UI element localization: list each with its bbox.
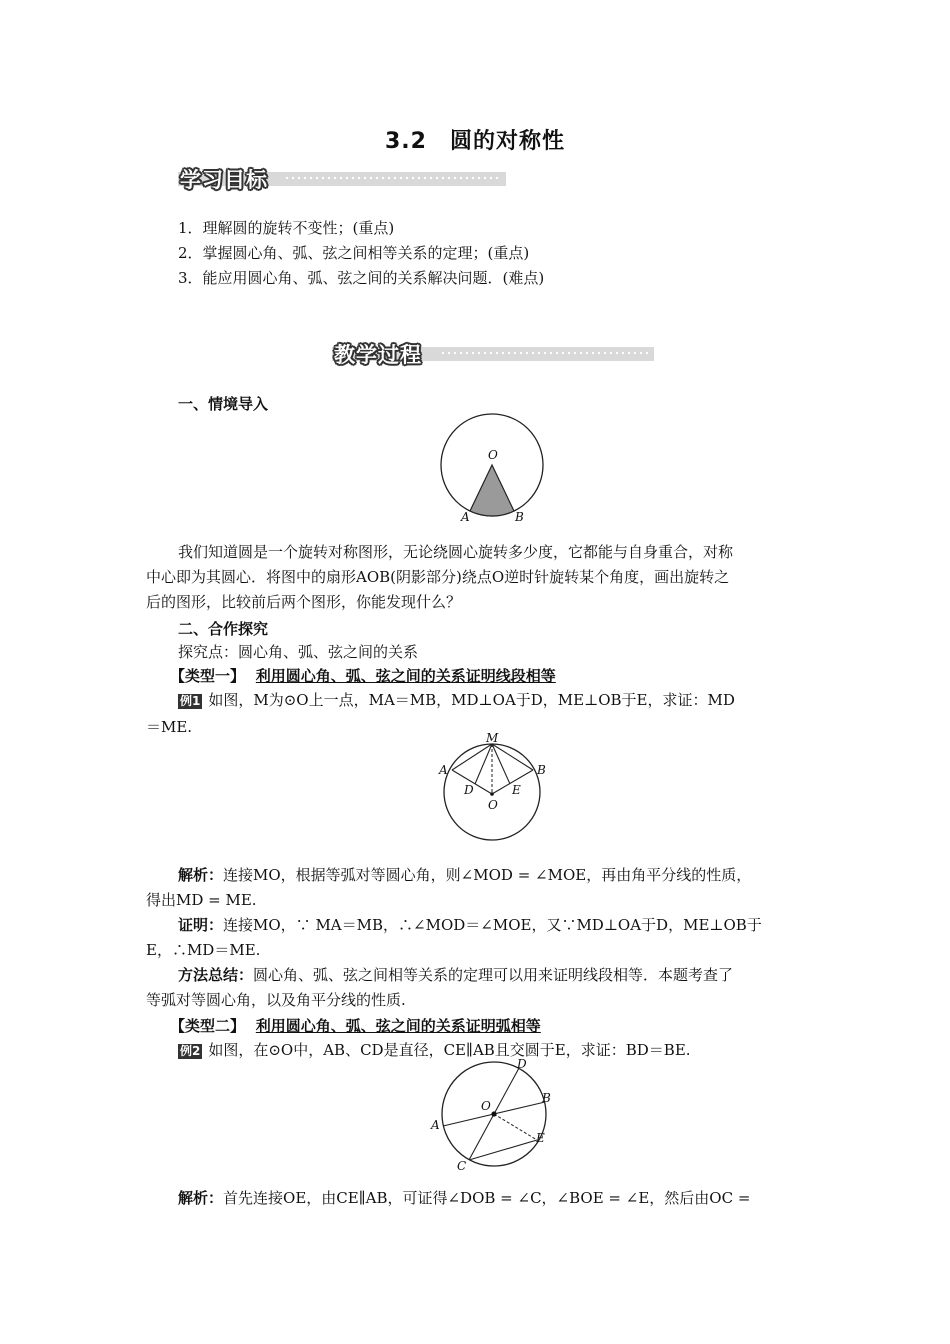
analysis-line xyxy=(178,1186,750,1211)
analysis-label: 解析： xyxy=(178,1189,224,1207)
analysis-line xyxy=(178,863,751,888)
proof-text: 连接MO，∵ MA＝MB，∴∠MOD＝∠MOE，又∵MD⊥OA于D，ME⊥OB于 xyxy=(223,916,762,934)
type-title: 利用圆心角、弧、弦之间的关系证明线段相等 xyxy=(255,667,556,685)
banner-label: 教学过程 xyxy=(334,343,422,367)
label-o: O xyxy=(488,798,498,812)
label-a: A xyxy=(439,763,448,777)
summary-line xyxy=(178,963,733,988)
label-a: A xyxy=(461,510,470,524)
label-o: O xyxy=(488,448,498,462)
example-1-line: ＝ME. xyxy=(146,718,193,736)
topic-line: 探究点：圆心角、弧、弦之间的关系 xyxy=(178,643,419,661)
figure-example-1 xyxy=(430,732,550,844)
proof-label: 证明： xyxy=(178,916,224,934)
label-b: B xyxy=(537,763,546,777)
analysis-line: 得出MD = ME. xyxy=(146,891,257,909)
example-badge: 例1 xyxy=(180,694,201,708)
analysis-text: 首先连接OE，由CE∥AB，可证得∠DOB = ∠C，∠BOE = ∠E，然后由OC = xyxy=(223,1189,751,1207)
type-title: 利用圆心角、弧、弦之间的关系证明弧相等 xyxy=(255,1017,541,1035)
intro-line: 后的图形，比较前后两个图形，你能发现什么？ xyxy=(146,593,462,611)
section-heading: 一、情境导入 xyxy=(178,395,269,413)
proof-line: E，∴MD＝ME. xyxy=(146,941,261,959)
summary-label: 方法总结： xyxy=(178,966,254,984)
summary-text: 圆心角、弧、弦之间相等关系的定理可以用来证明线段相等．本题考查了 xyxy=(253,966,734,984)
intro-line: 中心即为其圆心．将图中的扇形AOB(阴影部分)绕点O逆时针旋转某个角度，画出旋转之 xyxy=(146,568,730,586)
page-title: 3.2 圆的对称性 xyxy=(385,129,565,154)
type-tag: 【类型一】 xyxy=(170,667,246,685)
goal-item: 3．能应用圆心角、弧、弦之间的关系解决问题．(难点) xyxy=(178,269,545,287)
label-d: D xyxy=(517,1057,527,1071)
label-m: M xyxy=(486,732,499,745)
goal-item: 1．理解圆的旋转不变性；(重点) xyxy=(178,219,395,237)
analysis-text: 连接MO，根据等弧对等圆心角，则∠MOD = ∠MOE，再由角平分线的性质， xyxy=(223,866,752,884)
summary-line: 等弧对等圆心角，以及角平分线的性质. xyxy=(146,991,406,1009)
example-text: 如图，在⊙O中，AB、CD是直径，CE∥AB且交圆于E，求证：BD＝BE. xyxy=(208,1041,691,1059)
label-a: A xyxy=(431,1118,440,1132)
shaded-sector xyxy=(470,465,514,516)
banner-label: 学习目标 xyxy=(180,168,268,192)
proof-line xyxy=(178,913,762,938)
section-banner-goals xyxy=(178,166,506,192)
goal-item: 2．掌握圆心角、弧、弦之间相等关系的定理；(重点) xyxy=(178,244,530,262)
type-tag: 【类型二】 xyxy=(170,1017,246,1035)
type-heading-2 xyxy=(170,1016,541,1036)
chord-ce xyxy=(469,1140,537,1160)
label-e: E xyxy=(512,783,521,797)
label-b: B xyxy=(515,510,524,524)
section-banner-process xyxy=(332,341,654,367)
type-heading-1 xyxy=(170,666,556,686)
segment-oe xyxy=(494,1114,537,1140)
figure-example-2 xyxy=(428,1056,556,1176)
label-e: E xyxy=(536,1131,545,1145)
example-badge: 例2 xyxy=(180,1044,201,1058)
section-heading: 二、合作探究 xyxy=(178,620,269,638)
example-text: 如图，M为⊙O上一点，MA＝MB，MD⊥OA于D，ME⊥OB于E，求证：MD xyxy=(208,691,735,709)
label-c: C xyxy=(457,1159,467,1173)
label-o: O xyxy=(481,1099,491,1113)
label-b: B xyxy=(542,1091,551,1105)
center-point xyxy=(490,792,494,796)
figure-sector xyxy=(430,408,556,528)
example-1-line xyxy=(178,690,735,710)
analysis-label: 解析： xyxy=(178,866,224,884)
center-point xyxy=(491,1111,496,1116)
intro-line: 我们知道圆是一个旋转对称图形，无论绕圆心旋转多少度，它都能与自身重合，对称 xyxy=(178,543,734,561)
label-d: D xyxy=(464,783,474,797)
